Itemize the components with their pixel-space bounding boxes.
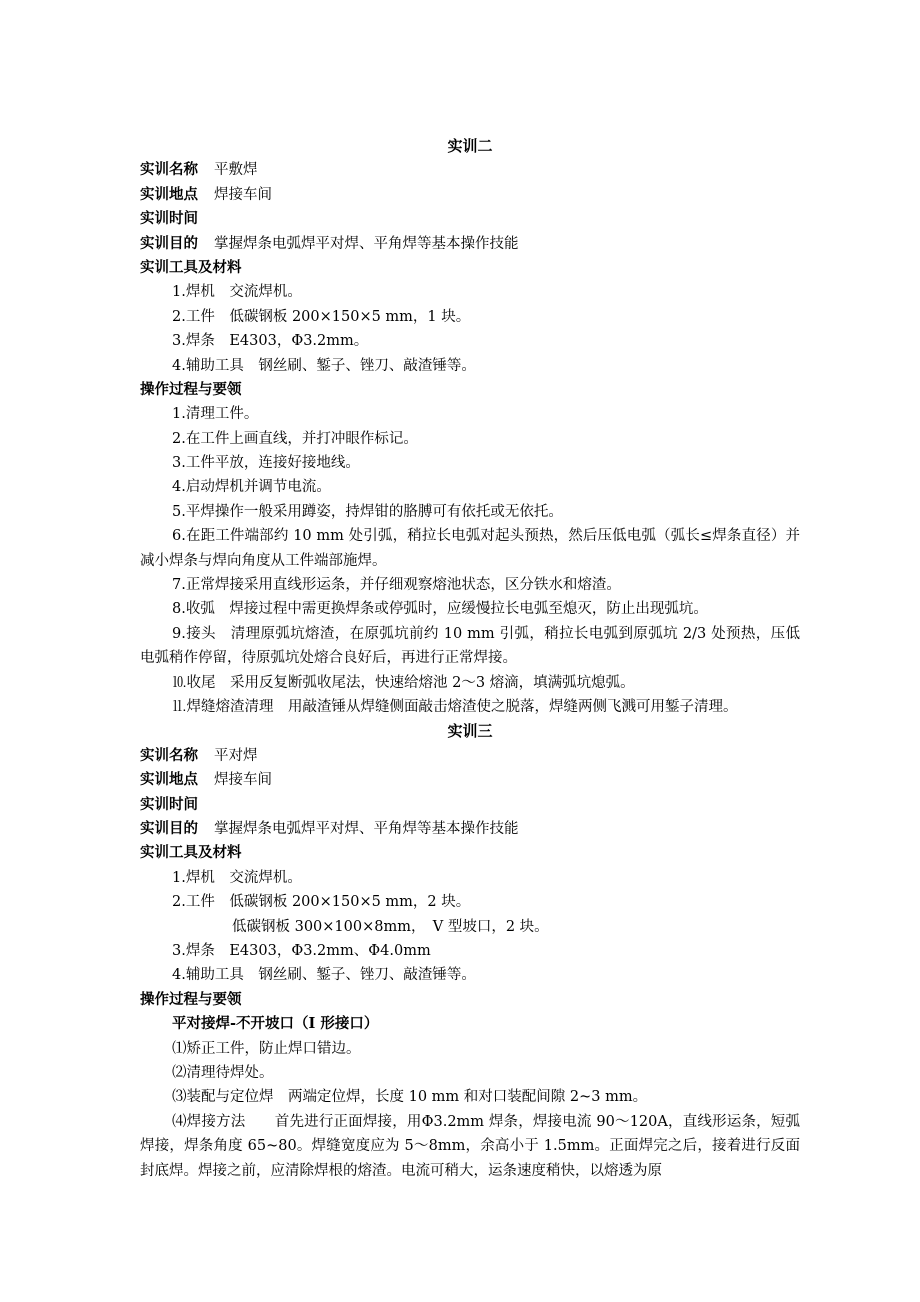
step-item: 9.接头 清理原弧坑熔渣，在原弧坑前约 10 mm 引弧，稍拉长电弧到原弧坑 2/3 处预热，压低电弧稍作停留，待原弧坑处熔合良好后，再进行正常焊接。 (140, 625, 800, 667)
procedure-heading: 操作过程与要领 (140, 380, 242, 398)
step-item: 1.清理工件。 (172, 406, 259, 423)
name-row: 实训名称 平敷焊 (140, 161, 258, 179)
tools-heading: 实训工具及材料 (140, 844, 242, 862)
time-row: 实训时间 (140, 795, 198, 813)
step-item: ⑷焊接方法 首先进行正面焊接，用Φ3.2mm 焊条，焊接电流 90～120A，直线形运条，短弧焊接，焊条角度 65~80。焊缝宽度应为 5～8mm，余高小于 1.5mm。正面焊完之后，接着进行反面封底焊。焊接之前，应清除焊根的熔渣。电流可稍大，运条速度稍快，以熔透为原 (140, 1113, 800, 1179)
step-item: ⒑收尾 采用反复断弧收尾法，快速给熔池 2～3 熔滴，填满弧坑熄弧。 (172, 674, 635, 691)
place-row: 实训地点 焊接车间 (140, 185, 272, 203)
tool-item: 2.工件 低碳钢板 200×150×5 mm，1 块。 (172, 308, 471, 325)
subheading: 平对接焊-不开坡口（I 形接口） (172, 1015, 379, 1033)
time-row: 实训时间 (140, 210, 198, 228)
tool-item: 3.焊条 E4303，Φ3.2mm。 (172, 333, 369, 350)
tool-item: 4.辅助工具 钢丝刷、錾子、锉刀、敲渣锤等。 (172, 967, 476, 984)
name-row: 实训名称 平对焊 (140, 746, 258, 764)
step-item: 8.收弧 焊接过程中需更换焊条或停弧时，应缓慢拉长电弧至熄灭，防止出现弧坑。 (172, 601, 708, 618)
section-title: 实训二 (447, 137, 493, 155)
section-title: 实训三 (447, 722, 493, 741)
document-page (140, 134, 800, 1183)
procedure-heading: 操作过程与要领 (140, 990, 242, 1008)
step-item: 2.在工件上画直线，并打冲眼作标记。 (172, 430, 418, 447)
goal-row: 实训目的 掌握焊条电弧焊平对焊、平角焊等基本操作技能 (140, 820, 519, 837)
step-item: 3.工件平放，连接好接地线。 (172, 455, 360, 472)
tool-item: 3.焊条 E4303，Φ3.2mm、Φ4.0mm (172, 942, 431, 959)
tools-heading: 实训工具及材料 (140, 258, 242, 276)
tool-item: 1.焊机 交流焊机。 (172, 869, 302, 886)
goal-row: 实训目的 掌握焊条电弧焊平对焊、平角焊等基本操作技能 (140, 234, 519, 252)
tool-item: 低碳钢板 300×100×8mm， V 型坡口，2 块。 (232, 918, 549, 935)
step-item: 5.平焊操作一般采用蹲姿，持焊钳的胳膊可有依托或无依托。 (172, 503, 563, 520)
step-item: ⒒焊缝熔渣清理 用敲渣锤从焊缝侧面敲击熔渣使之脱落，焊缝两侧飞溅可用錾子清理。 (172, 699, 738, 716)
tool-item: 1.焊机 交流焊机。 (172, 284, 302, 301)
place-row: 实训地点 焊接车间 (140, 771, 272, 789)
step-item: 4.启动焊机并调节电流。 (172, 479, 331, 496)
tool-item: 2.工件 低碳钢板 200×150×5 mm，2 块。 (172, 894, 471, 911)
step-item: ⑴矫正工件，防止焊口错边。 (172, 1040, 361, 1057)
step-item: 6.在距工件端部约 10 mm 处引弧，稍拉长电弧对起头预热，然后压低电弧（弧长≤焊条直径）并减小焊条与焊向角度从工件端部施焊。 (140, 528, 800, 569)
step-item: ⑶装配与定位焊 两端定位焊，长度 10 mm 和对口装配间隙 2~3 mm。 (172, 1089, 648, 1106)
tool-item: 4.辅助工具 钢丝刷、錾子、锉刀、敲渣锤等。 (172, 357, 476, 374)
step-item: ⑵清理待焊处。 (172, 1064, 274, 1081)
step-item: 7.正常焊接采用直线形运条，并仔细观察熔池状态，区分铁水和熔渣。 (172, 577, 621, 594)
